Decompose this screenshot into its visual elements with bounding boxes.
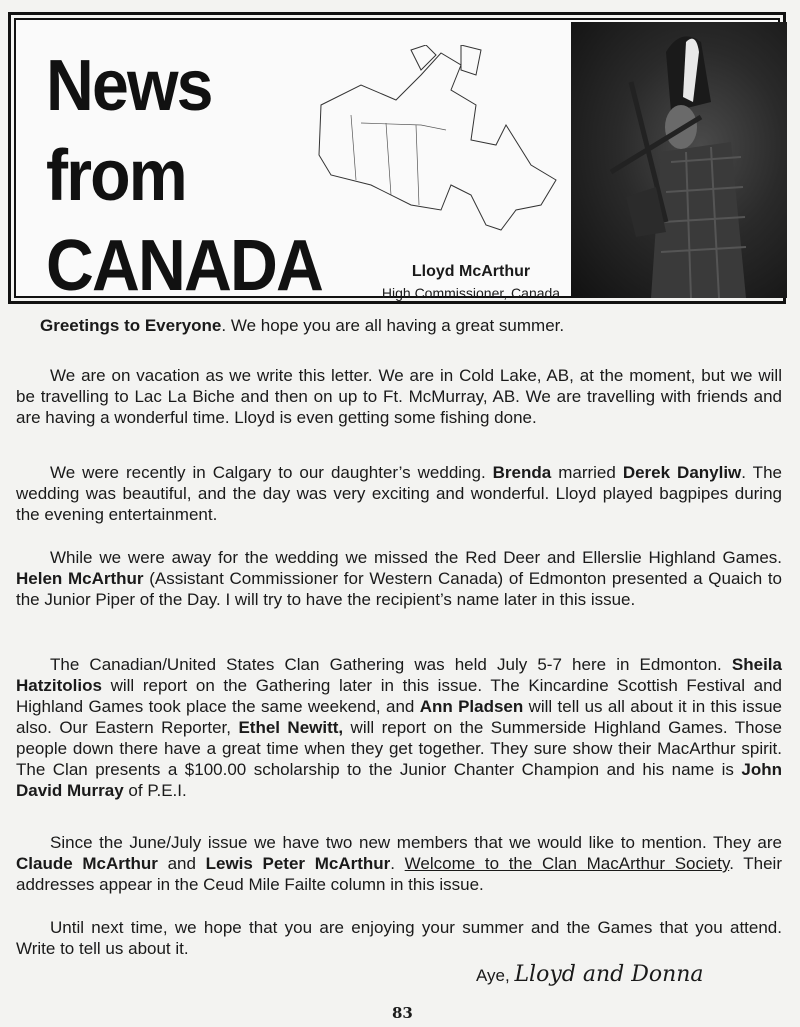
bagpiper-image bbox=[571, 22, 787, 298]
paragraph-vacation bbox=[16, 365, 782, 428]
header-panel bbox=[14, 18, 780, 306]
bold-name: Helen McArthur bbox=[16, 569, 144, 588]
author-credit bbox=[376, 263, 566, 301]
title-line-canada: CANADA bbox=[46, 226, 322, 306]
paragraph-clan-gathering bbox=[16, 654, 782, 801]
bold-name: Ethel Newitt, bbox=[238, 718, 344, 737]
text: (Assistant Commissioner for Western Canada) of Edmonton presented a Quaich to the Junior Piper of the Day. I will try to have the recipient’s name later in this issue. bbox=[16, 569, 782, 609]
text: . The wedding was beautiful, and the day was very exciting and wonderful. Lloyd played bagpipes during the evening entertainment. bbox=[16, 463, 782, 524]
text: . We hope you are all having a great summer. bbox=[221, 316, 565, 335]
text: will report on the Gathering later in this issue. The Kincardine Scottish Festival and Highland Games took place the same weekend, and bbox=[16, 676, 782, 716]
signature: Lloyd and Donna bbox=[514, 962, 704, 987]
title-line-from: from bbox=[46, 136, 186, 216]
text: While we were away for the wedding we missed the Red Deer and Ellerslie Highland Games. bbox=[50, 548, 782, 567]
piper-photo bbox=[571, 22, 787, 298]
text: will report on the Summerside Highland Games. Those people down there have a great time when they get together. They sure show their MacArthur spirit. The Clan presents a $100.00 scholarship to the Junior Chanter Champion and his name is bbox=[16, 718, 783, 779]
page-number: 83 bbox=[392, 1004, 413, 1022]
text: of P.E.I. bbox=[123, 781, 187, 800]
paragraph-greeting bbox=[16, 315, 782, 336]
underlined-welcome: Welcome to the Clan MacArthur Society bbox=[404, 854, 730, 873]
paragraph-new-members bbox=[16, 832, 782, 895]
bold-name: John David Murray bbox=[16, 760, 782, 800]
text: The Canadian/United States Clan Gathering was held July 5-7 here in Edmonton. bbox=[50, 655, 732, 674]
author-role: High Commissioner, Canada bbox=[381, 285, 561, 301]
title-line-news: News bbox=[46, 46, 212, 126]
bold-name: Ann Pladsen bbox=[419, 697, 524, 716]
text: and bbox=[157, 854, 206, 873]
signoff bbox=[476, 962, 704, 987]
text: Until next time, we hope that you are enjoying your summer and the Games that you attend. Write to tell us about it. bbox=[16, 918, 782, 958]
bold-name: Lewis Peter McArthur bbox=[205, 854, 391, 873]
bold-name: Derek Danyliw bbox=[622, 463, 742, 482]
text: We are on vacation as we write this letter. We are in Cold Lake, AB, at the moment, but we will be travelling to Lac La Biche and then on up to Ft. McMurray, AB. We are travelling with friends and are having a wonderful time. Lloyd is even getting some fishing done. bbox=[16, 366, 782, 427]
paragraph-wedding bbox=[16, 462, 782, 525]
text: married bbox=[551, 463, 623, 482]
article-header bbox=[8, 12, 786, 304]
canada-map-illustration bbox=[301, 45, 571, 255]
text: . Their addresses appear in the Ceud Mile Failte column in this issue. bbox=[16, 854, 782, 894]
bold-text: Greetings to Everyone bbox=[40, 316, 222, 335]
text: . bbox=[390, 854, 405, 873]
bold-name: Sheila Hatzitolios bbox=[16, 655, 782, 695]
text: We were recently in Calgary to our daughter’s wedding. bbox=[50, 463, 493, 482]
text: Since the June/July issue we have two new members that we would like to mention. They are bbox=[50, 833, 782, 852]
paragraph-highland-games bbox=[16, 547, 782, 610]
text: will tell us all about it in this issue also. Our Eastern Reporter, bbox=[16, 697, 782, 737]
bold-name: Brenda bbox=[492, 463, 552, 482]
signoff-prefix: Aye, bbox=[476, 966, 515, 985]
bold-name: Claude McArthur bbox=[16, 854, 158, 873]
author-name: Lloyd McArthur bbox=[411, 263, 531, 280]
paragraph-closing bbox=[16, 917, 782, 959]
